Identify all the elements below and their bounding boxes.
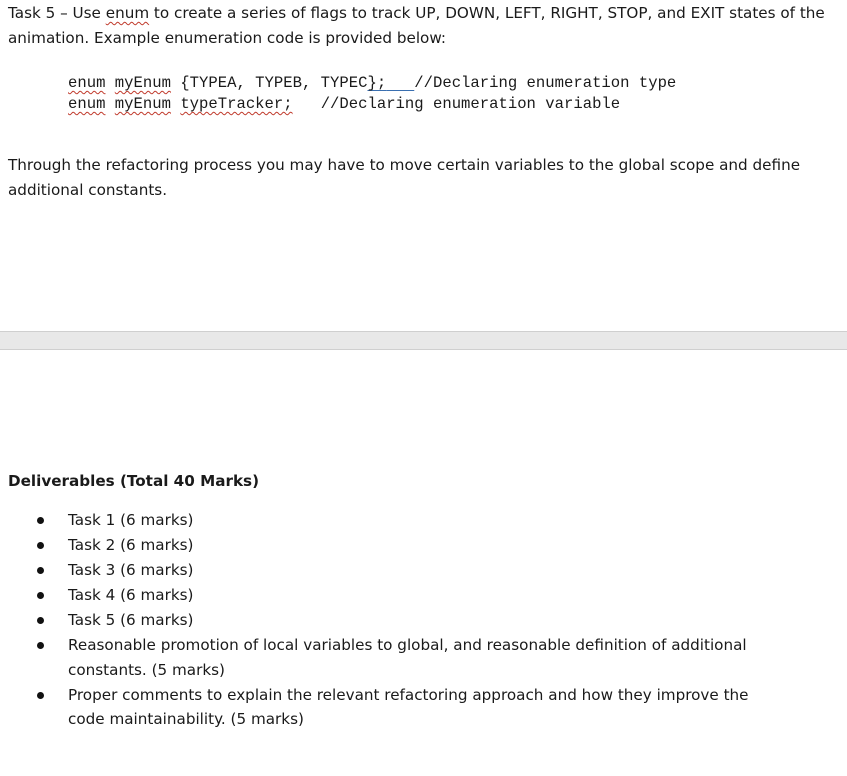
- code-enum-name-2: myEnum: [114, 95, 171, 113]
- bullet-icon: [37, 517, 44, 524]
- task5-paragraph: [8, 1, 838, 50]
- deliverables-heading: Deliverables (Total 40 Marks): [8, 472, 260, 490]
- list-item: Task 4 (6 marks): [0, 583, 847, 608]
- task5-prefix: Task 5 – Use: [8, 4, 106, 22]
- list-item: Reasonable promotion of local variables to global, and reasonable definition of additional constants. (5 marks): [0, 633, 847, 682]
- code-keyword-1: enum: [68, 74, 106, 92]
- bullet-icon: [37, 567, 44, 574]
- code-body-end-1: };: [367, 74, 387, 92]
- bullet-icon: [37, 592, 44, 599]
- deliverables-list: [0, 508, 847, 732]
- code-line-1: [68, 73, 676, 94]
- code-gap-1: [386, 74, 414, 92]
- list-item: Task 3 (6 marks): [0, 558, 847, 583]
- code-gap-2: [293, 95, 321, 113]
- task5-suffix: to create a series of flags to track UP, DOWN, LEFT, RIGHT, STOP, and EXIT states of the animation. Example enumeration code is provided below:: [8, 4, 825, 47]
- bullet-icon: [37, 642, 44, 649]
- list-item: Proper comments to explain the relevant refactoring approach and how they improve the code maintainability. (5 marks): [0, 683, 847, 732]
- refactor-paragraph: Through the refactoring process you may have to move certain variables to the global scope and define additional constants.: [8, 156, 801, 199]
- list-item: Task 2 (6 marks): [0, 533, 847, 558]
- list-item: Task 1 (6 marks): [0, 508, 847, 533]
- code-body-1: {TYPEA, TYPEB, TYPEC: [170, 74, 368, 92]
- bullet-icon: [37, 542, 44, 549]
- code-line-2: [68, 94, 620, 115]
- page-break: [0, 331, 847, 350]
- code-keyword-2: enum: [68, 95, 106, 113]
- code-enum-name-1: myEnum: [114, 74, 171, 92]
- bullet-icon: [37, 692, 44, 699]
- enum-keyword: enum: [105, 4, 150, 22]
- code-comment-2: //Declaring enumeration variable: [320, 95, 621, 113]
- list-item: Task 5 (6 marks): [0, 608, 847, 633]
- bullet-icon: [37, 617, 44, 624]
- code-variable-2: typeTracker;: [180, 95, 293, 113]
- code-comment-1: //Declaring enumeration type: [414, 74, 677, 92]
